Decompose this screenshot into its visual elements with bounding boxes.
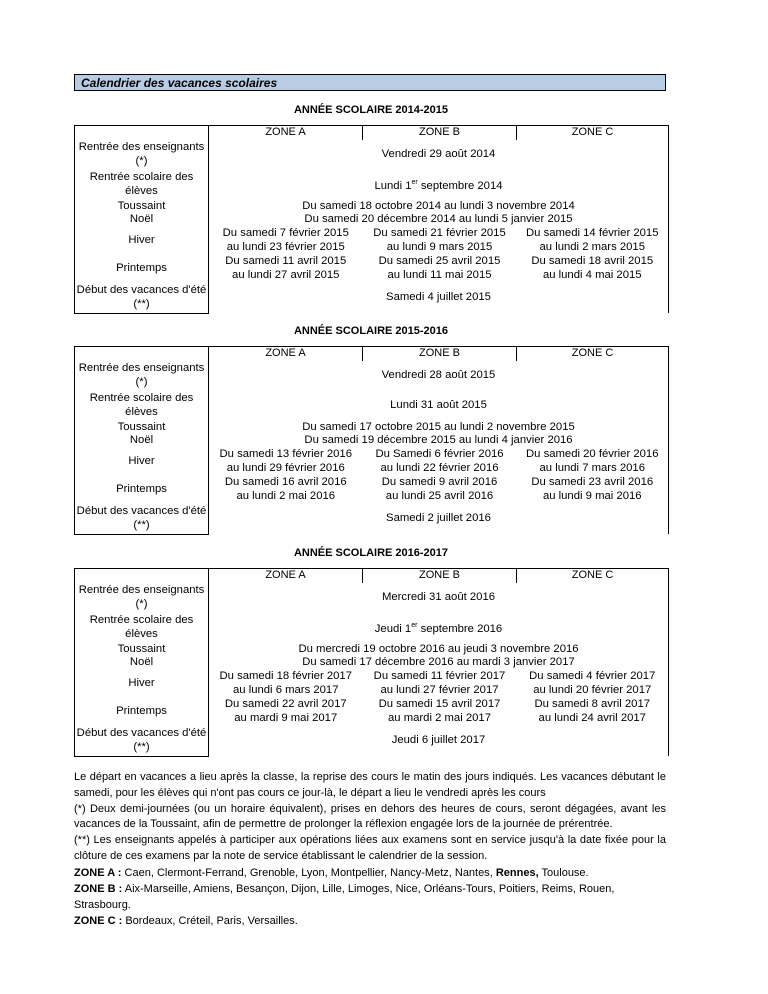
date-start: Du samedi 16 avril 2016 bbox=[224, 476, 347, 488]
printemps-zone-c bbox=[517, 255, 669, 283]
year-heading: ANNÉE SCOLAIRE 2016-2017 bbox=[293, 547, 449, 559]
row-label: Printemps bbox=[75, 476, 209, 504]
table-row bbox=[75, 361, 669, 391]
zone-header-row bbox=[75, 347, 669, 361]
hiver-zone-c bbox=[517, 227, 669, 255]
table-row bbox=[75, 448, 669, 476]
zone-b-line bbox=[74, 881, 674, 913]
rentree-enseignants-date: Vendredi 28 août 2015 bbox=[209, 361, 669, 391]
year-heading: ANNÉE SCOLAIRE 2014-2015 bbox=[293, 104, 449, 116]
row-label: Rentrée des enseignants (*) bbox=[75, 140, 209, 170]
table-row bbox=[75, 227, 669, 255]
rentree-eleves-date bbox=[209, 391, 669, 421]
date-start: Du samedi 8 avril 2017 bbox=[534, 698, 651, 710]
noel-dates: Du samedi 20 décembre 2014 au lundi 5 janvier 2015 bbox=[209, 213, 669, 227]
calendar-table bbox=[74, 125, 669, 314]
zone-b-cities: Aix-Marseille, Amiens, Besançon, Dijon, Lille, Limoges, Nice, Orléans-Tours, Poitiers, Reims, Rouen, Strasbourg. bbox=[74, 883, 615, 911]
row-label: Début des vacances d'été (**) bbox=[75, 504, 209, 535]
hiver-zone-b bbox=[363, 670, 517, 698]
date-start: Du samedi 4 février 2017 bbox=[529, 670, 656, 682]
zone-a-bold-city: Rennes, bbox=[495, 867, 539, 879]
table-row bbox=[75, 583, 669, 613]
zone-c-line bbox=[74, 913, 674, 929]
zone-b-header: ZONE B bbox=[363, 347, 517, 361]
table-row bbox=[75, 200, 669, 214]
title-bar bbox=[74, 74, 666, 91]
date-end: au lundi 29 février 2016 bbox=[226, 461, 345, 474]
row-label: Printemps bbox=[75, 698, 209, 726]
noel-dates: Du samedi 19 décembre 2015 au lundi 4 janvier 2016 bbox=[209, 434, 669, 448]
zone-a-header: ZONE A bbox=[209, 126, 363, 140]
table-row bbox=[75, 434, 669, 448]
date-end: au mardi 9 mai 2017 bbox=[234, 711, 338, 724]
date-end: au lundi 25 avril 2016 bbox=[385, 489, 494, 502]
date-start: Du samedi 13 février 2016 bbox=[219, 448, 352, 460]
hiver-zone-c bbox=[517, 670, 669, 698]
row-label: Hiver bbox=[75, 670, 209, 698]
date-end: au lundi 7 mars 2016 bbox=[539, 461, 645, 474]
date-end: au lundi 2 mai 2016 bbox=[236, 489, 336, 502]
ete-date: Samedi 4 juillet 2015 bbox=[209, 283, 669, 314]
table-row bbox=[75, 140, 669, 170]
table-row bbox=[75, 613, 669, 643]
rentree-eleves-text: Lundi 31 août 2015 bbox=[390, 398, 487, 411]
date-start: Du samedi 11 avril 2015 bbox=[225, 255, 347, 267]
date-start: Du samedi 9 avril 2016 bbox=[381, 476, 498, 488]
date-end: au mardi 2 mai 2017 bbox=[388, 711, 491, 724]
zone-a-label: ZONE A : bbox=[74, 867, 122, 879]
date-start: Du samedi 15 avril 2017 bbox=[378, 698, 501, 710]
zone-c-label: ZONE C : bbox=[74, 915, 123, 927]
row-label: Rentrée scolaire des élèves bbox=[75, 613, 209, 643]
row-label: Rentrée des enseignants (*) bbox=[75, 583, 209, 613]
date-start: Du samedi 20 février 2016 bbox=[526, 448, 659, 460]
table-row bbox=[75, 476, 669, 504]
printemps-zone-b bbox=[363, 698, 517, 726]
printemps-zone-b bbox=[363, 255, 517, 283]
note-double-star: (**) Les enseignants appelés à participer aux opérations liées aux examens sont en service jusqu'à la date fixée pour la clôture de ces examens par la note de service établissant le calendrier de la session. bbox=[74, 834, 666, 862]
row-label: Toussaint bbox=[75, 643, 209, 657]
zone-header-row bbox=[75, 126, 669, 140]
table-row bbox=[75, 643, 669, 657]
row-label: Noël bbox=[75, 434, 209, 448]
rentree-enseignants-date: Mercredi 31 août 2016 bbox=[209, 583, 669, 613]
printemps-zone-a bbox=[209, 255, 363, 283]
note-star: (*) Deux demi-journées (ou un horaire équivalent), prises en dehors des heures de cours, seront dégagées, avant les vacances de la Toussaint, afin de permettre de prolonger la réflexion engagée lors de la journée de prérentrée. bbox=[74, 802, 666, 831]
date-start: Du samedi 18 février 2017 bbox=[219, 670, 352, 682]
date-start: Du samedi 25 avril 2015 bbox=[378, 255, 501, 267]
zone-c-header: ZONE C bbox=[517, 347, 669, 361]
year-heading: ANNÉE SCOLAIRE 2015-2016 bbox=[293, 325, 449, 337]
printemps-zone-b bbox=[363, 476, 517, 504]
zone-b-header: ZONE B bbox=[363, 569, 517, 583]
row-label: Toussaint bbox=[75, 200, 209, 214]
hiver-zone-c bbox=[517, 448, 669, 476]
table-row bbox=[75, 421, 669, 435]
row-label: Rentrée des enseignants (*) bbox=[75, 361, 209, 391]
table-row bbox=[75, 698, 669, 726]
zone-c-header: ZONE C bbox=[517, 126, 669, 140]
note-departure: Le départ en vacances a lieu après la classe, la reprise des cours le matin des jours indiqués. Les vacances débutant le samedi, pour les élèves qui n'ont pas cours ce jour-là, le départ a lieu le vendredi après les cours bbox=[74, 771, 666, 799]
ete-date: Jeudi 6 juillet 2017 bbox=[209, 726, 669, 757]
date-start: Du samedi 7 février 2015 bbox=[222, 227, 349, 239]
table-row bbox=[75, 726, 669, 757]
zone-a-cities: Caen, Clermont-Ferrand, Grenoble, Lyon, Montpellier, Nancy-Metz, Nantes, bbox=[124, 867, 493, 879]
zones-list bbox=[74, 865, 674, 929]
table-row bbox=[75, 255, 669, 283]
hiver-zone-b bbox=[363, 227, 517, 255]
date-start: Du samedi 18 avril 2015 bbox=[531, 255, 654, 267]
rentree-eleves-date bbox=[209, 613, 669, 643]
date-start: Du samedi 11 février 2017 bbox=[373, 670, 506, 682]
date-start: Du samedi 21 février 2015 bbox=[373, 227, 506, 239]
date-end: au lundi 23 février 2015 bbox=[226, 240, 345, 253]
toussaint-dates: Du samedi 17 octobre 2015 au lundi 2 novembre 2015 bbox=[209, 421, 669, 435]
table-row bbox=[75, 170, 669, 200]
date-end: au lundi 4 mai 2015 bbox=[542, 268, 642, 281]
zone-a-header: ZONE A bbox=[209, 569, 363, 583]
table-row bbox=[75, 213, 669, 227]
hiver-zone-a bbox=[209, 448, 363, 476]
notes bbox=[74, 770, 666, 865]
zone-b-label: ZONE B : bbox=[74, 883, 123, 895]
table-row bbox=[75, 504, 669, 535]
noel-dates: Du samedi 17 décembre 2016 au mardi 3 janvier 2017 bbox=[209, 656, 669, 670]
table-row bbox=[75, 283, 669, 314]
date-end: au lundi 22 février 2016 bbox=[380, 461, 499, 474]
zone-header-row bbox=[75, 569, 669, 583]
date-end: au lundi 6 mars 2017 bbox=[232, 683, 339, 696]
row-label: Noël bbox=[75, 656, 209, 670]
hiver-zone-a bbox=[209, 670, 363, 698]
zone-a-line bbox=[74, 865, 674, 881]
table-row bbox=[75, 670, 669, 698]
row-label: Printemps bbox=[75, 255, 209, 283]
hiver-zone-b bbox=[363, 448, 517, 476]
date-end: au lundi 24 avril 2017 bbox=[538, 711, 646, 724]
table-row bbox=[75, 656, 669, 670]
rentree-eleves-text: Lundi 1er septembre 2014 bbox=[374, 178, 503, 192]
row-label: Toussaint bbox=[75, 421, 209, 435]
printemps-zone-a bbox=[209, 698, 363, 726]
date-end: au lundi 11 mai 2015 bbox=[387, 268, 492, 281]
date-end: au lundi 27 février 2017 bbox=[380, 683, 499, 696]
date-start: Du samedi 23 avril 2016 bbox=[531, 476, 654, 488]
toussaint-dates: Du samedi 18 octobre 2014 au lundi 3 novembre 2014 bbox=[209, 200, 669, 214]
printemps-zone-c bbox=[517, 476, 669, 504]
hiver-zone-a bbox=[209, 227, 363, 255]
row-label: Hiver bbox=[75, 227, 209, 255]
row-label: Rentrée scolaire des élèves bbox=[75, 170, 209, 200]
date-end: au lundi 20 février 2017 bbox=[533, 683, 652, 696]
ete-date: Samedi 2 juillet 2016 bbox=[209, 504, 669, 535]
zone-b-header: ZONE B bbox=[363, 126, 517, 140]
row-label: Début des vacances d'été (**) bbox=[75, 283, 209, 314]
zone-c-cities: Bordeaux, Créteil, Paris, Versailles. bbox=[125, 915, 298, 927]
date-start: Du samedi 14 février 2015 bbox=[526, 227, 659, 239]
date-start: Du Samedi 6 février 2016 bbox=[375, 448, 504, 460]
calendar-table bbox=[74, 568, 669, 757]
row-label: Hiver bbox=[75, 448, 209, 476]
calendar-table bbox=[74, 346, 669, 535]
row-label: Début des vacances d'été (**) bbox=[75, 726, 209, 757]
row-label: Noël bbox=[75, 213, 209, 227]
page-title: Calendrier des vacances scolaires bbox=[81, 76, 278, 90]
table-row bbox=[75, 391, 669, 421]
zone-a-header: ZONE A bbox=[209, 347, 363, 361]
printemps-zone-a bbox=[209, 476, 363, 504]
date-end: au lundi 27 avril 2015 bbox=[232, 268, 340, 281]
row-label: Rentrée scolaire des élèves bbox=[75, 391, 209, 421]
toussaint-dates: Du mercredi 19 octobre 2016 au jeudi 3 novembre 2016 bbox=[209, 643, 669, 657]
date-end: au lundi 9 mars 2015 bbox=[386, 240, 493, 253]
rentree-eleves-text: Jeudi 1er septembre 2016 bbox=[374, 621, 503, 635]
rentree-enseignants-date: Vendredi 29 août 2014 bbox=[209, 140, 669, 170]
rentree-eleves-date bbox=[209, 170, 669, 200]
printemps-zone-c bbox=[517, 698, 669, 726]
zone-c-header: ZONE C bbox=[517, 569, 669, 583]
date-end: au lundi 9 mai 2016 bbox=[542, 489, 642, 502]
date-end: au lundi 2 mars 2015 bbox=[539, 240, 645, 253]
date-start: Du samedi 22 avril 2017 bbox=[224, 698, 347, 710]
zone-a-cities-end: Toulouse. bbox=[541, 867, 589, 879]
